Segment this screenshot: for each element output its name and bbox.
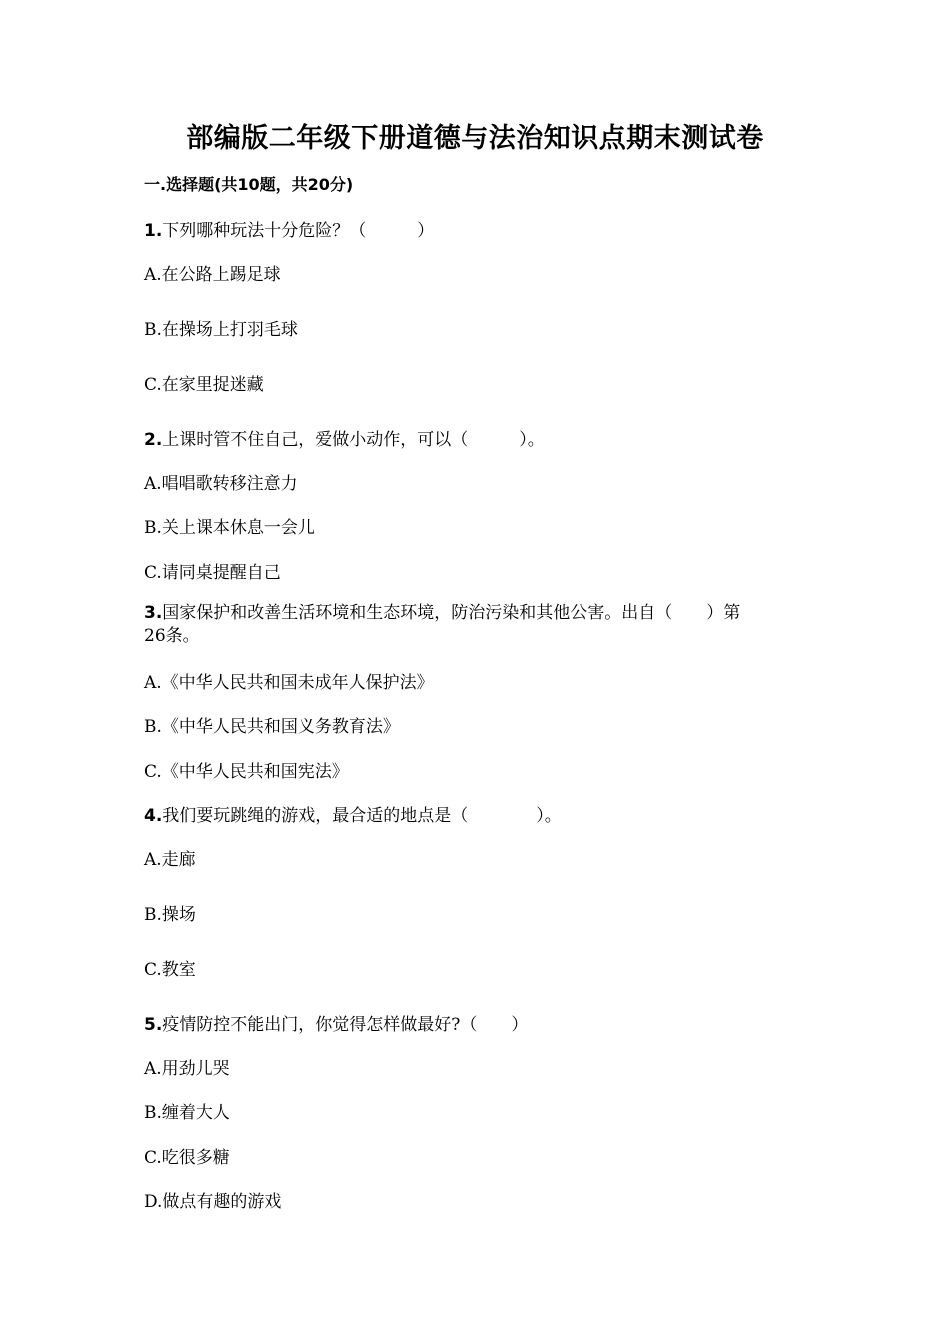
question-number: 4.: [144, 806, 163, 826]
question-3: [144, 602, 744, 648]
question-text: 国家保护和改善生活环境和生态环境，防治污染和其他公害。出自（ ）第26条。: [144, 603, 741, 646]
option-3b: B.《中华人民共和国义务教育法》: [144, 717, 400, 737]
option-5b: B.缠着大人: [144, 1103, 230, 1123]
option-3c: C.《中华人民共和国宪法》: [144, 762, 349, 782]
option-1c: C.在家里捉迷藏: [144, 375, 264, 395]
option-2b: B.关上课本休息一会儿: [144, 518, 315, 538]
option-4c: C.教室: [144, 960, 196, 980]
option-2c: C.请同桌提醒自己: [144, 563, 281, 583]
question-1: [144, 216, 434, 241]
page-title: 部编版二年级下册道德与法治知识点期末测试卷: [186, 123, 764, 154]
question-number: 2.: [144, 430, 163, 450]
option-4a: A.走廊: [144, 850, 196, 870]
question-text: 下列哪种玩法十分危险？（ ）: [162, 221, 435, 241]
question-text: 疫情防控不能出门，你觉得怎样做最好?（ ）: [162, 1015, 529, 1035]
option-3a: A.《中华人民共和国未成年人保护法》: [144, 673, 434, 693]
question-text: 上课时管不住自己，爱做小动作，可以（ ）。: [162, 430, 545, 450]
question-number: 5.: [144, 1015, 163, 1035]
question-4: [144, 801, 562, 826]
option-2a: A.唱唱歌转移注意力: [144, 474, 298, 494]
option-5c: C.吃很多糖: [144, 1148, 230, 1168]
section-heading: 一.选择题(共10题，共20分): [144, 175, 354, 194]
option-1b: B.在操场上打羽毛球: [144, 320, 298, 340]
option-1a: A.在公路上踢足球: [144, 265, 281, 285]
question-text: 我们要玩跳绳的游戏，最合适的地点是（ ）。: [162, 806, 562, 826]
option-4b: B.操场: [144, 905, 196, 925]
question-number: 3.: [144, 603, 163, 623]
option-5a: A.用劲儿哭: [144, 1059, 230, 1079]
question-5: [144, 1010, 528, 1035]
question-number: 1.: [144, 221, 163, 241]
question-2: [144, 425, 545, 450]
option-5d: D.做点有趣的游戏: [144, 1192, 282, 1212]
